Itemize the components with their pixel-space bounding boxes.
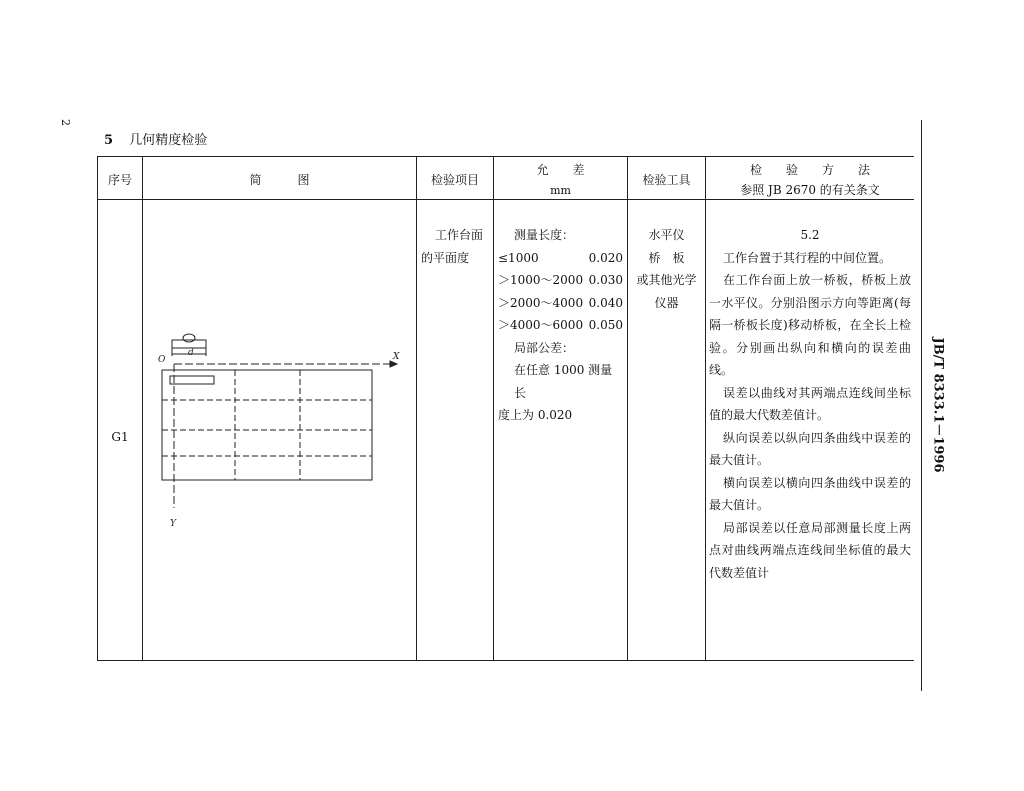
header-figure: 简 图	[249, 173, 310, 187]
level-icon	[183, 334, 195, 342]
table-bottom-rule	[98, 660, 914, 661]
check-item-line: 工作台面	[435, 228, 484, 242]
worktable-diagram	[150, 328, 412, 538]
method-paragraph: 横向误差以横向四条曲线中误差的最大值计。	[709, 475, 911, 512]
worktable-outline	[162, 370, 372, 480]
section-title-text: 几何精度检验	[129, 133, 208, 148]
header-tool: 检验工具	[642, 173, 691, 187]
origin-label: O	[158, 355, 166, 365]
tolerance-value: 0.050	[588, 318, 623, 332]
tool-cell	[628, 224, 705, 314]
method-paragraph: 误差以曲线对其两端点连线间坐标值的最大代数差值计。	[709, 385, 911, 422]
tool-line: 仪器	[654, 295, 679, 310]
header-tolerance: 允 差	[536, 163, 585, 177]
row-seq: G1	[111, 430, 129, 444]
tool-line: 桥 板	[648, 250, 685, 265]
method-paragraph: 工作台置于其行程的中间位置。	[723, 250, 892, 265]
method-paragraph: 纵向误差以纵向四条曲线中误差的最大值计。	[709, 430, 911, 467]
check-item-line: 的平面度	[421, 250, 470, 265]
local-tolerance-heading: 局部公差：	[514, 340, 575, 355]
tolerance-row	[498, 314, 623, 337]
tolerance-range: ≤1000	[498, 250, 539, 265]
tolerance-value: 0.030	[588, 273, 623, 287]
tolerance-row	[498, 269, 623, 292]
page-number: 2	[59, 119, 72, 126]
local-tolerance-text: 在任意 1000 测量长	[514, 363, 613, 400]
tolerance-cell	[494, 224, 627, 427]
method-paragraph: 在工作台面上放一桥板，桥板上放一水平仪。分别沿图示方向等距离(每隔一桥板长度)移动桥板，在全长上检验。分别画出纵向和横向的误差曲线。	[709, 273, 911, 377]
header-method: 检 验 方 法	[749, 163, 870, 177]
table-left-rule	[97, 156, 98, 661]
tolerance-heading: 测量长度：	[514, 228, 575, 242]
header-item: 检验项目	[430, 173, 479, 187]
method-paragraph: 局部误差以任意局部测量长度上两点对曲线两端点连线间坐标值的最大代数差值计	[709, 520, 911, 580]
tolerance-range: ＞2000～4000	[498, 295, 584, 310]
bridge-plate	[172, 340, 206, 348]
method-cell	[706, 224, 914, 584]
dim-label: d	[188, 348, 194, 358]
tolerance-range: ＞1000～2000	[498, 273, 584, 287]
col-divider	[142, 156, 143, 661]
section-title	[104, 129, 207, 148]
tolerance-value: 0.020	[588, 250, 623, 265]
standard-code: JB/T 8333.1－1996	[930, 337, 946, 473]
header-seq: 序号	[107, 173, 132, 187]
table-header-rule	[98, 199, 914, 200]
tool-line: 或其他光学	[636, 273, 697, 287]
section-number: 5	[104, 133, 114, 148]
tolerance-range: ＞4000～6000	[498, 318, 584, 332]
check-item	[417, 224, 493, 269]
table-top-rule	[98, 156, 914, 157]
header-method-ref: 参照 JB 2670 的有关条文	[740, 183, 880, 197]
y-axis-label: Y	[170, 519, 176, 529]
tool-line: 水平仪	[648, 228, 685, 242]
tolerance-value: 0.040	[588, 295, 623, 310]
x-axis-label: X	[393, 352, 400, 362]
header-tolerance-unit: mm	[550, 184, 571, 197]
tolerance-row	[498, 247, 623, 270]
bridge-on-table	[170, 376, 214, 384]
margin-rule	[921, 120, 922, 691]
tolerance-row	[498, 292, 623, 315]
method-ref: 5.2	[800, 228, 820, 242]
local-tolerance-text: 度上为 0.020	[498, 408, 573, 422]
